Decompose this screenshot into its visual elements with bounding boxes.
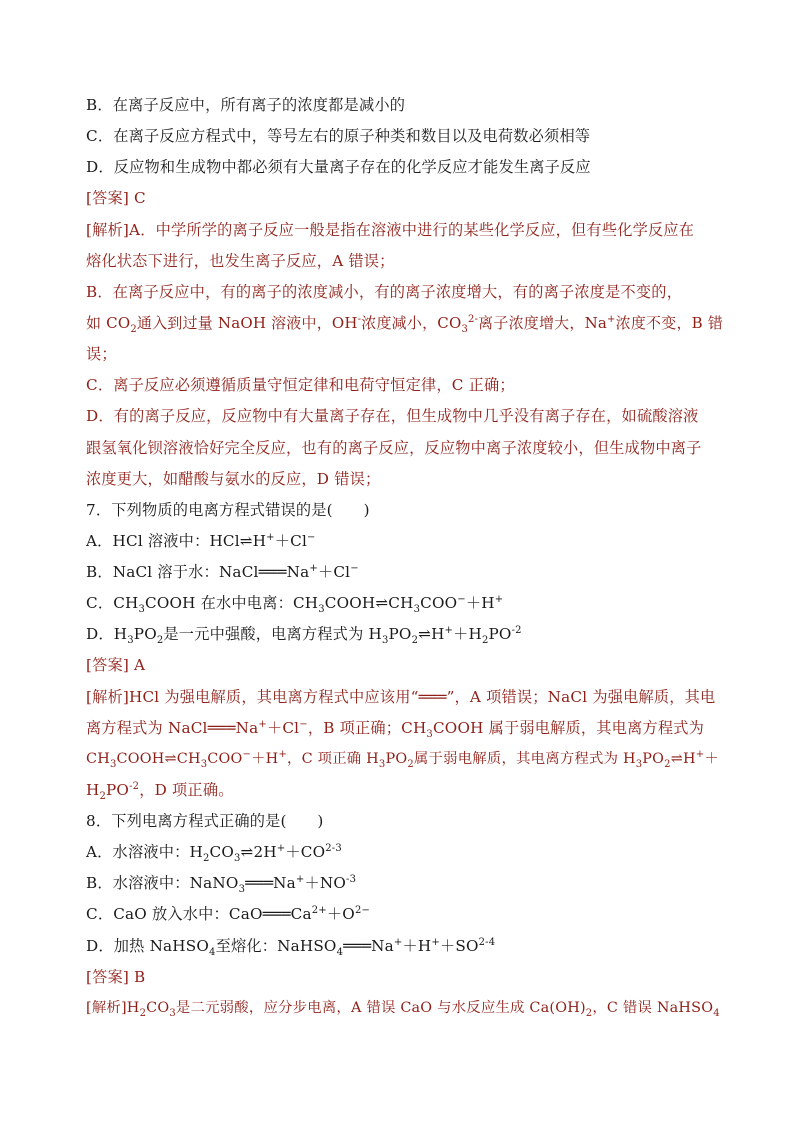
explanation-line: [解析]A．中学所学的离子反应一般是指在溶液中进行的某些化学反应，但有些化学反应在 — [86, 221, 695, 239]
explanation-line: $H_2PO^{-2}$，D 项正确。 — [86, 780, 234, 803]
question-8-option-a: A．水溶液中：$H_2CO_3\rightleftharpoons 2H^++CO^{2-3}$ — [86, 842, 342, 865]
question-8-option-c: C．CaO 放入水中：$CaO═══Ca^{2+}+O^{2-}$ — [86, 904, 371, 923]
question-8-option-d: D．加热 NaHSO$_4$至熔化：$NaHSO_4═══Na^++H^++SO^{2-4}$ — [86, 936, 496, 959]
option-c-line: C．在离子反应方程式中，等号左右的原子种类和数目以及电荷数必须相等 — [86, 127, 591, 145]
explanation-line: [解析]HCl 为强电解质，其电离方程式中应该用“═══”，A 项错误；NaCl 为强电解质，其电 — [86, 688, 716, 706]
explanation-line: 浓度更大，如醋酸与氨水的反应，D 错误； — [86, 470, 381, 488]
question-7-option-c: C．$CH_3COOH$ 在水中电离：$CH_3COOH\rightleftharpoons CH_3COO^-+H^+$ — [86, 593, 504, 616]
question-7-option-b: B．NaCl 溶于水：NaCl═══Na+＋Cl− — [86, 562, 359, 581]
explanation-line: 如 $CO_2$通入到过量 NaOH 溶液中，OH-浓度减小，$CO_3^{2-}$离子浓度增大，Na+浓度不变，B 错 — [86, 314, 724, 335]
explanation-line: 离方程式为 NaCl═══Na+＋Cl−，B 项正确；$CH_3COOH$ 属于弱电解质，其电离方程式为 — [86, 718, 705, 741]
answer-line: [答案] B — [86, 968, 146, 986]
question-7-option-d: D．$H_3PO_2$是一元中强酸，电离方程式为 $H_3PO_2\rightleftharpoons H^++H_2PO^{-2}$ — [86, 624, 522, 647]
question-7-option-a: A．HCl 溶液中：HCl⇌H+＋Cl− — [86, 531, 316, 550]
explanation-line: D．有的离子反应，反应物中有大量离子存在，但生成物中几乎没有离子存在，如硫酸溶液 — [86, 407, 699, 425]
explanation-line: 跟氢氧化钡溶液恰好完全反应，也有的离子反应，反应物中离子浓度较小，但生成物中离子 — [86, 439, 702, 457]
explanation-line: $CH_3COOH\rightleftharpoons CH_3COO^-+H^+$，C 项正确 $H_3PO_2$属于弱电解质，其电离方程式为 $H_3PO_2\rightleftharpoons H^++$ — [86, 749, 719, 770]
question-8-option-b: B．水溶液中：$NaNO_3═══Na^++NO^{-3}$ — [86, 873, 357, 896]
question-7-stem: 7．下列物质的电离方程式错误的是( ) — [86, 501, 370, 519]
option-d-line: D．反应物和生成物中都必须有大量离子存在的化学反应才能发生离子反应 — [86, 158, 591, 176]
explanation-line: B．在离子反应中，有的离子的浓度减小，有的离子浓度增大，有的离子浓度是不变的， — [86, 283, 683, 301]
explanation-line: [解析]$H_2CO_3$是二元弱酸，应分步电离，A 错误 CaO 与水反应生成 $Ca(OH)_2$，C 错误 NaHSO$_4$ — [86, 1000, 720, 1019]
explanation-line: C．离子反应必须遵循质量守恒定律和电荷守恒定律，C 正确； — [86, 376, 515, 394]
option-b-line: B．在离子反应中，所有离子的浓度都是减小的 — [86, 96, 406, 114]
answer-line: [答案] C — [86, 189, 146, 207]
answer-line: [答案] A — [86, 656, 146, 674]
explanation-line: 误； — [86, 345, 117, 363]
explanation-line: 熔化状态下进行，也发生离子反应，A 错误； — [86, 252, 395, 270]
question-8-stem: 8．下列电离方程式正确的是( ) — [86, 812, 324, 830]
